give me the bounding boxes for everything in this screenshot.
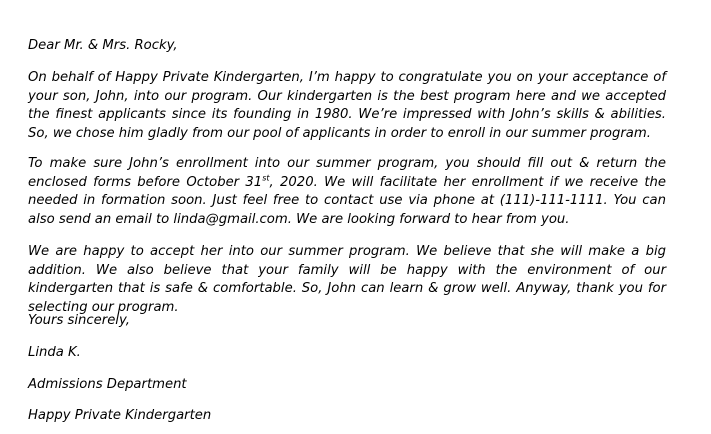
paragraph-enrollment-text-end: , 2020. We will facilitate her enrollment if we receive the needed in formation soon. Just feel free to contact use via phone at (111)-111-1111. You can also send an email to linda@gmail.com. We are looking forward to hear from you. xyxy=(28,174,667,228)
closing: Yours sincerely, xyxy=(28,313,130,328)
paragraph-congratulations: On behalf of Happy Private Kindergarten, I’m happy to congratulate you on your acceptance of your son, John, into our program. Our kindergarten is the best program here and we accepted the finest applicants since its founding in 1980. We’re impressed with John’s skills & abilities. So, we chose him gladly from our pool of applicants in order to enroll in our summer program. xyxy=(28,70,666,142)
signer-organization: Happy Private Kindergarten xyxy=(28,408,212,423)
date-ordinal-suffix: st xyxy=(262,173,270,183)
salutation: Dear Mr. & Mrs. Rocky, xyxy=(28,38,178,53)
paragraph-enrollment-instructions xyxy=(28,155,666,230)
paragraph-acceptance: We are happy to accept her into our summer program. We believe that she will make a big addition. We also believe that your family will be happy with the environment of our kindergarten that is safe & comfortable. So, John can learn & grow well. Anyway, thank you for selecting our program. xyxy=(28,244,666,316)
signer-department: Admissions Department xyxy=(28,377,187,392)
signer-name: Linda K. xyxy=(28,345,81,360)
paragraph-enrollment-text-start: To make sure John’s enrollment into our summer program, you should fill out & return the enclosed forms before October 31 xyxy=(28,156,666,190)
